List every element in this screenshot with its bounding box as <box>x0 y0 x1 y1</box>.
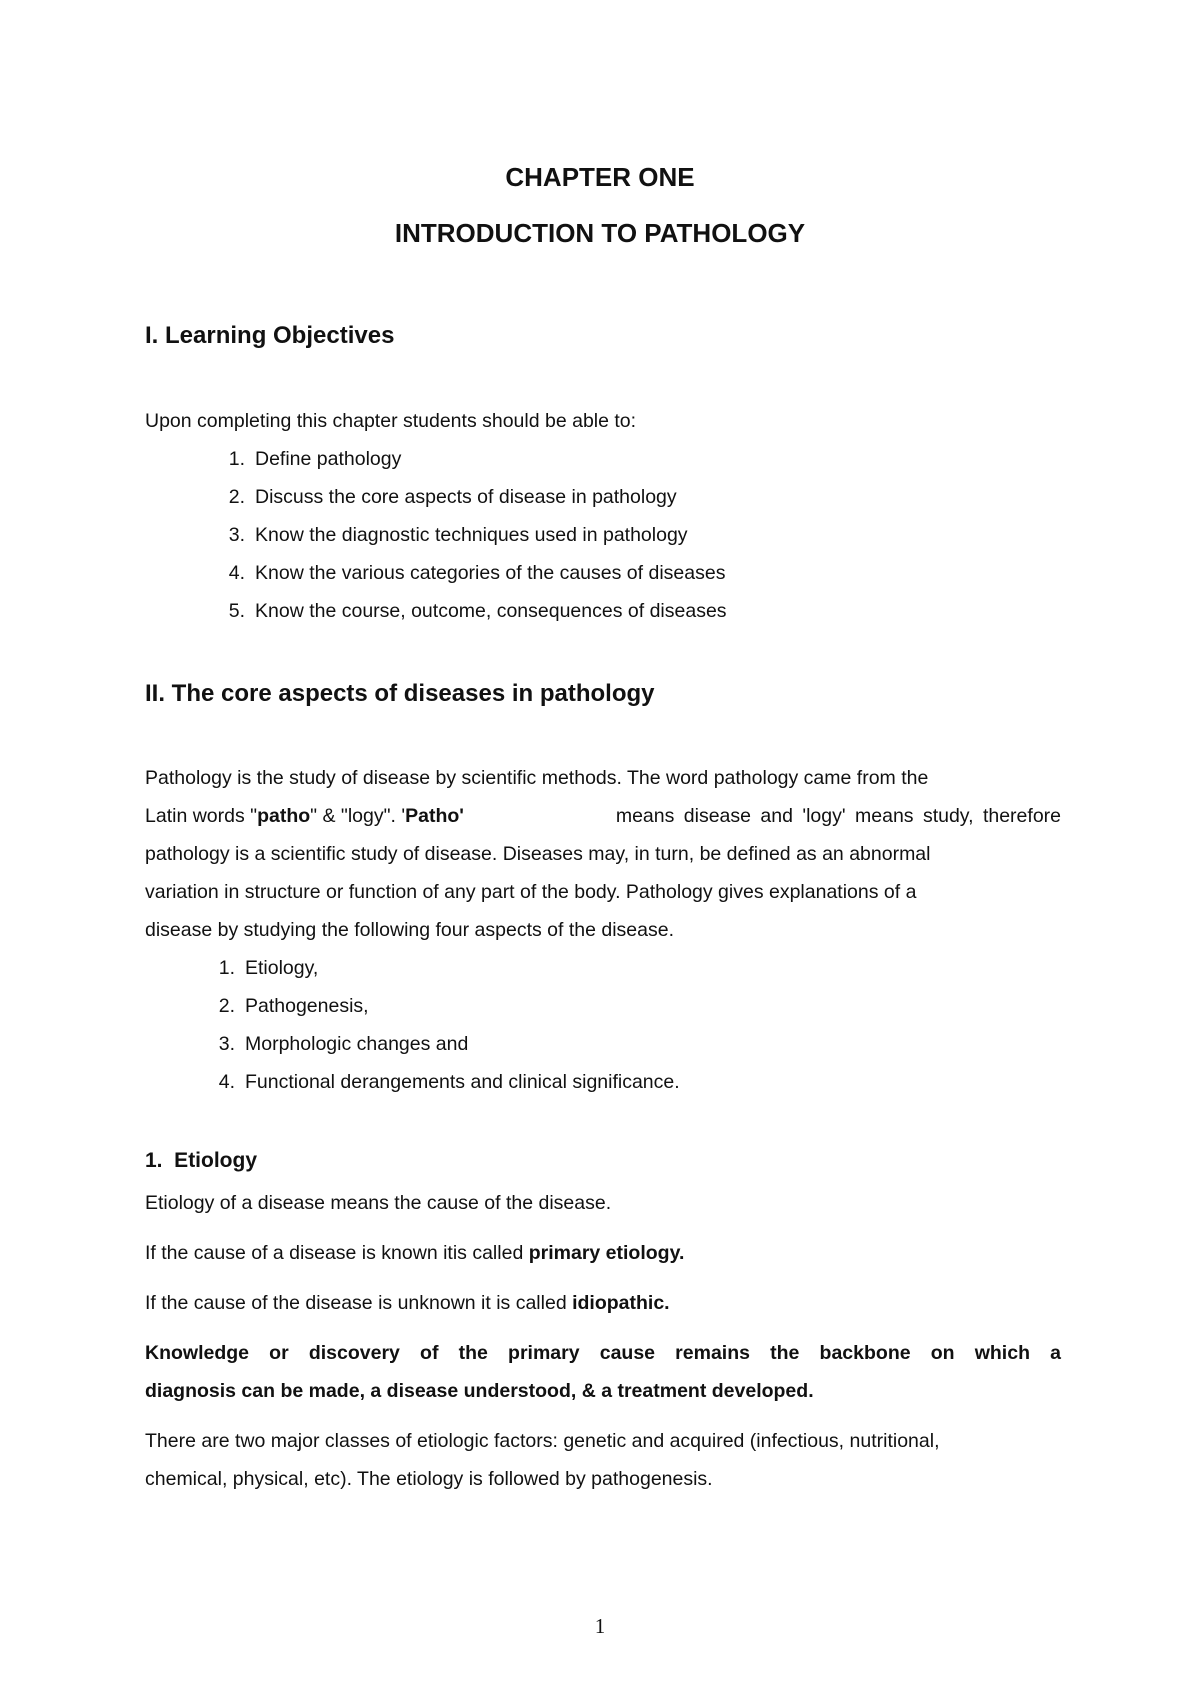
bold-statement-line: Knowledge or discovery of the primary cause remains the backbone on which a <box>145 1342 1061 1364</box>
learning-objectives-heading: I. Learning Objectives <box>145 322 395 349</box>
aspect-item: 4. Functional derangements and clinical significance. <box>218 1071 680 1093</box>
bold-statement-line: diagnosis can be made, a disease understood, & a treatment developed. <box>145 1380 814 1402</box>
paragraph-line: variation in structure or function of any part of the body. Pathology gives explanations of a <box>145 881 917 903</box>
page-number: 1 <box>594 1614 606 1638</box>
idiopathic-line: If the cause of the disease is unknown it is called idiopathic. <box>145 1292 670 1314</box>
paragraph-line: pathology is a scientific study of disease. Diseases may, in turn, be defined as an abnormal <box>145 843 931 865</box>
aspect-item: 2. Pathogenesis, <box>218 995 369 1017</box>
objective-item: 5. Know the course, outcome, consequences of diseases <box>228 600 727 622</box>
core-aspects-heading: II. The core aspects of diseases in pathology <box>145 680 655 707</box>
paragraph-line: disease by studying the following four aspects of the disease. <box>145 919 674 941</box>
aspect-item: 1. Etiology, <box>218 957 319 979</box>
chapter-label: CHAPTER ONE <box>505 162 695 192</box>
objectives-intro: Upon completing this chapter students should be able to: <box>145 410 637 432</box>
objective-item: 4. Know the various categories of the causes of diseases <box>228 562 726 584</box>
objective-item: 2. Discuss the core aspects of disease in pathology <box>228 486 677 508</box>
objective-item: 3. Know the diagnostic techniques used in pathology <box>228 524 688 546</box>
etiology-definition: Etiology of a disease means the cause of the disease. <box>145 1192 612 1214</box>
etiologic-classes-line: chemical, physical, etc). The etiology is followed by pathogenesis. <box>145 1468 713 1490</box>
chapter-title: INTRODUCTION TO PATHOLOGY <box>394 218 806 248</box>
etiology-heading: 1. Etiology <box>145 1149 258 1172</box>
paragraph-line: Pathology is the study of disease by scientific methods. The word pathology came from the <box>145 767 929 789</box>
primary-etiology-line: If the cause of a disease is known itis called primary etiology. <box>145 1242 685 1264</box>
paragraph-line: Latin words "patho" & "logy". 'Patho' means disease and 'logy' means study, therefore <box>145 805 1061 827</box>
objective-item: 1. Define pathology <box>228 448 402 470</box>
aspect-item: 3. Morphologic changes and <box>218 1033 469 1055</box>
etiologic-classes-line: There are two major classes of etiologic factors: genetic and acquired (infectious, nutritional, <box>145 1430 940 1452</box>
